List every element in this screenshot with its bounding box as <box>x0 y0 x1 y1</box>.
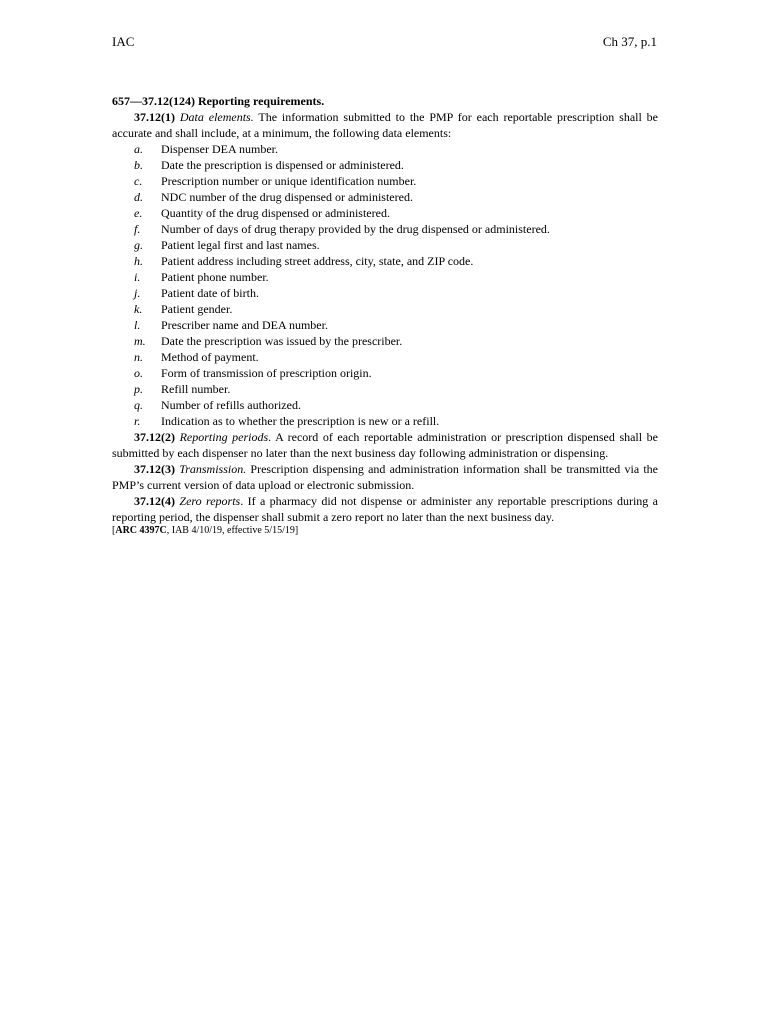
list-item-text: Date the prescription is dispensed or administered. <box>161 158 404 172</box>
running-header-page: Ch 37, p.1 <box>602 34 657 49</box>
subrule-1-title: Data elements. <box>179 110 254 124</box>
list-item-letter: a. <box>134 142 143 156</box>
list-item-text: NDC number of the drug dispensed or administered. <box>161 190 413 204</box>
list-item-text: Date the prescription was issued by the prescriber. <box>161 334 403 348</box>
subrule-2-title: Reporting periods <box>179 430 269 444</box>
list-item <box>112 205 658 221</box>
list-item <box>112 285 658 301</box>
list-item <box>112 397 658 413</box>
list-item-letter: p. <box>134 382 143 396</box>
list-item-letter: g. <box>134 238 143 252</box>
list-item <box>112 381 658 397</box>
list-item-letter: c. <box>134 174 143 188</box>
list-item-text: Indication as to whether the prescription is new or a refill. <box>161 414 440 428</box>
list-item <box>112 365 658 381</box>
list-item-text: Dispenser DEA number. <box>161 142 278 156</box>
list-item-letter: f. <box>134 222 141 236</box>
list-item-letter: h. <box>134 254 143 268</box>
list-item <box>112 237 658 253</box>
list-item-letter: d. <box>134 190 143 204</box>
list-item-text: Method of payment. <box>161 350 259 364</box>
subrule-2-number: 37.12(2) <box>134 430 175 444</box>
list-item-text: Prescription number or unique identification number. <box>161 174 417 188</box>
list-item-text: Quantity of the drug dispensed or administered. <box>161 206 390 220</box>
list-item-letter: n. <box>134 350 143 364</box>
list-item <box>112 221 658 237</box>
subrule-4-number: 37.12(4) <box>134 494 175 508</box>
list-item-letter: k. <box>134 302 143 316</box>
list-item-text: Prescriber name and DEA number. <box>161 318 328 332</box>
list-item-letter: b. <box>134 158 143 172</box>
list-item <box>112 157 658 173</box>
list-item <box>112 301 658 317</box>
list-item-text: Form of transmission of prescription origin. <box>161 366 372 380</box>
list-item-text: Number of refills authorized. <box>161 398 301 412</box>
subrule-4-title: Zero reports <box>179 494 241 508</box>
rule-title: 657—37.12(124) Reporting requirements. <box>112 94 325 108</box>
list-item <box>112 189 658 205</box>
subrule-2-text: . A record of each reportable administration or prescription dispensed shall be submitted by each dispenser no later than the next business day following administration or dispensing. <box>112 430 659 460</box>
list-item-letter: i. <box>134 270 141 284</box>
list-item-letter: q. <box>134 398 143 412</box>
list-item-text: Patient gender. <box>161 302 233 316</box>
history-arc-link[interactable]: ARC 4397C <box>115 525 167 536</box>
list-item-letter: m. <box>134 334 146 348</box>
list-item <box>112 349 658 365</box>
list-item-text: Patient date of birth. <box>161 286 259 300</box>
history-open: [ <box>112 525 116 536</box>
list-item-text: Number of days of drug therapy provided by the drug dispensed or administered. <box>161 222 550 236</box>
subrule-1-text: The information submitted to the PMP for each reportable prescription shall be accurate and shall include, at a minimum, the following data elements: <box>112 110 659 140</box>
running-header-left: IAC <box>112 34 135 49</box>
list-item-text: Patient legal first and last names. <box>161 238 320 252</box>
list-item <box>112 317 658 333</box>
subrule-3-number: 37.12(3) <box>134 462 175 476</box>
list-item <box>112 173 658 189</box>
subrule-3-text: Prescription dispensing and administration information shall be transmitted via the PMP’s current version of data upload or electronic submission. <box>112 462 658 492</box>
list-item <box>112 333 658 349</box>
list-item <box>112 269 658 285</box>
subrule-1-number: 37.12(1) <box>134 110 175 124</box>
history-rest: , IAB 4/10/19, effective 5/15/19] <box>166 525 299 536</box>
list-item-letter: l. <box>134 318 141 332</box>
data-elements-list <box>112 141 658 429</box>
document-body <box>112 93 658 537</box>
subrule-1 <box>112 109 658 141</box>
subrule-3-title: Transmission. <box>179 462 247 476</box>
list-item <box>112 253 658 269</box>
subrule-4-text: . If a pharmacy did not dispense or administer any reportable prescriptions during a reporting period, the dispenser shall submit a zero report no later than the next business day. <box>112 494 658 524</box>
subrule-4 <box>112 493 658 525</box>
list-item-text: Refill number. <box>161 382 231 396</box>
list-item-letter: e. <box>134 206 143 220</box>
list-item-letter: r. <box>134 414 141 428</box>
history-note <box>112 525 658 537</box>
list-item <box>112 413 658 429</box>
subrule-2 <box>112 429 658 461</box>
list-item-text: Patient address including street address, city, state, and ZIP code. <box>161 254 474 268</box>
subrule-3 <box>112 461 658 493</box>
list-item <box>112 141 658 157</box>
list-item-letter: o. <box>134 366 143 380</box>
list-item-letter: j. <box>134 286 141 300</box>
list-item-text: Patient phone number. <box>161 270 269 284</box>
